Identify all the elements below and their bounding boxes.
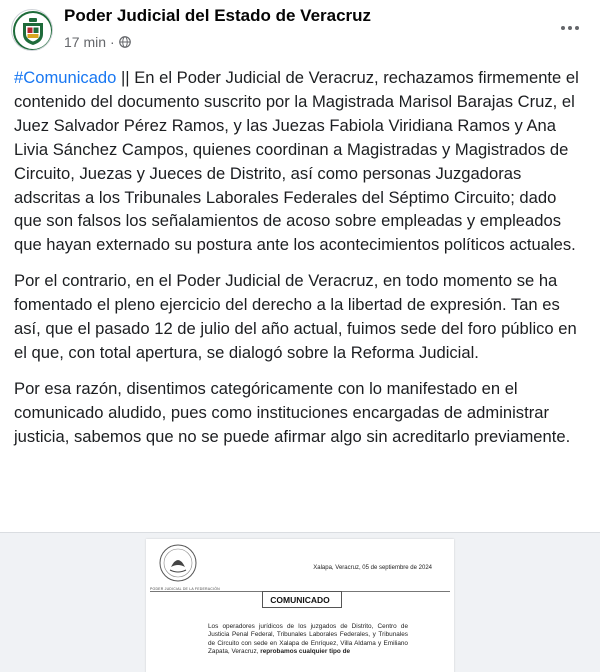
post-paragraph-1	[14, 66, 588, 257]
post-paragraph-3: Por esa razón, disentimos categóricamente con lo manifestado en el comunicado aludido, pues como instituciones encargadas de administrar justicia, sabemos que no se puede afirmar algo sin acreditarlo previamente.	[14, 378, 571, 446]
post-image-attachment[interactable]	[0, 532, 600, 672]
document-seal-label: PODER JUDICIAL DE LA FEDERACIÓN	[150, 587, 220, 591]
mexico-coat-of-arms-icon	[158, 543, 198, 583]
post-meta	[64, 34, 131, 50]
dot	[575, 26, 579, 30]
dot	[568, 26, 572, 30]
post-paragraph-2: Por el contrario, en el Poder Judicial de Veracruz, en todo momento se ha fomentado el pleno ejercicio del derecho a la libertad de expresión. Tan es así, que el pasado 12 de julio del año actual, fuimos sede del foro público en el que, con total apertura, se dialogó sobre la Reforma Judicial.	[14, 271, 577, 362]
post-header	[0, 0, 600, 64]
document-body-text: Los operadores jurídicos de los juzgados de Distrito, Centro de Justicia Penal Federal, Tribunales Laborales Federales, y Tribunales de Circuito con sede en Xalapa de Enríquez, Villa Aldama y Emiliano Zapata, Veracruz,	[208, 623, 408, 656]
document-body	[208, 623, 408, 657]
document-date: Xalapa, Veracruz, 05 de septiembre de 2024	[313, 565, 432, 571]
paragraph-1-text: || En el Poder Judicial de Veracruz, rechazamos firmemente el contenido del documento suscrito por la Magistrada Marisol Barajas Cruz, el Juez Salvador Pérez Ramos, y las Juezas Fabiola Viridiana Ramos y Ana Livia Sánchez Campos, quienes coordinan a Magistradas y Magistrados de Circuito, Juezas y Jueces de Distrito, así como personas Juzgadoras adscritas a los Tribunales Laborales Federales del Séptimo Circuito; dado que son falsos los señalamientos de acoso sobre empleadas y empleados que hayan externado su postura ante los acontecimientos políticos actuales.	[14, 68, 579, 255]
post-timestamp[interactable]: 17 min	[64, 34, 107, 50]
more-options-icon[interactable]	[556, 18, 584, 38]
document-body-bold: reprobamos cualquier tipo de	[260, 648, 351, 656]
page-avatar[interactable]	[11, 9, 53, 51]
page-name[interactable]: Poder Judicial del Estado de Veracruz	[64, 6, 372, 25]
hashtag-link[interactable]: #Comunicado	[14, 68, 117, 87]
meta-separator: ·	[110, 34, 115, 50]
document-image	[146, 539, 454, 672]
document-title: COMUNICADO	[270, 595, 330, 605]
globe-icon[interactable]	[119, 36, 131, 48]
judicial-seal-icon	[12, 10, 53, 51]
post-text	[14, 66, 588, 461]
dot	[561, 26, 565, 30]
